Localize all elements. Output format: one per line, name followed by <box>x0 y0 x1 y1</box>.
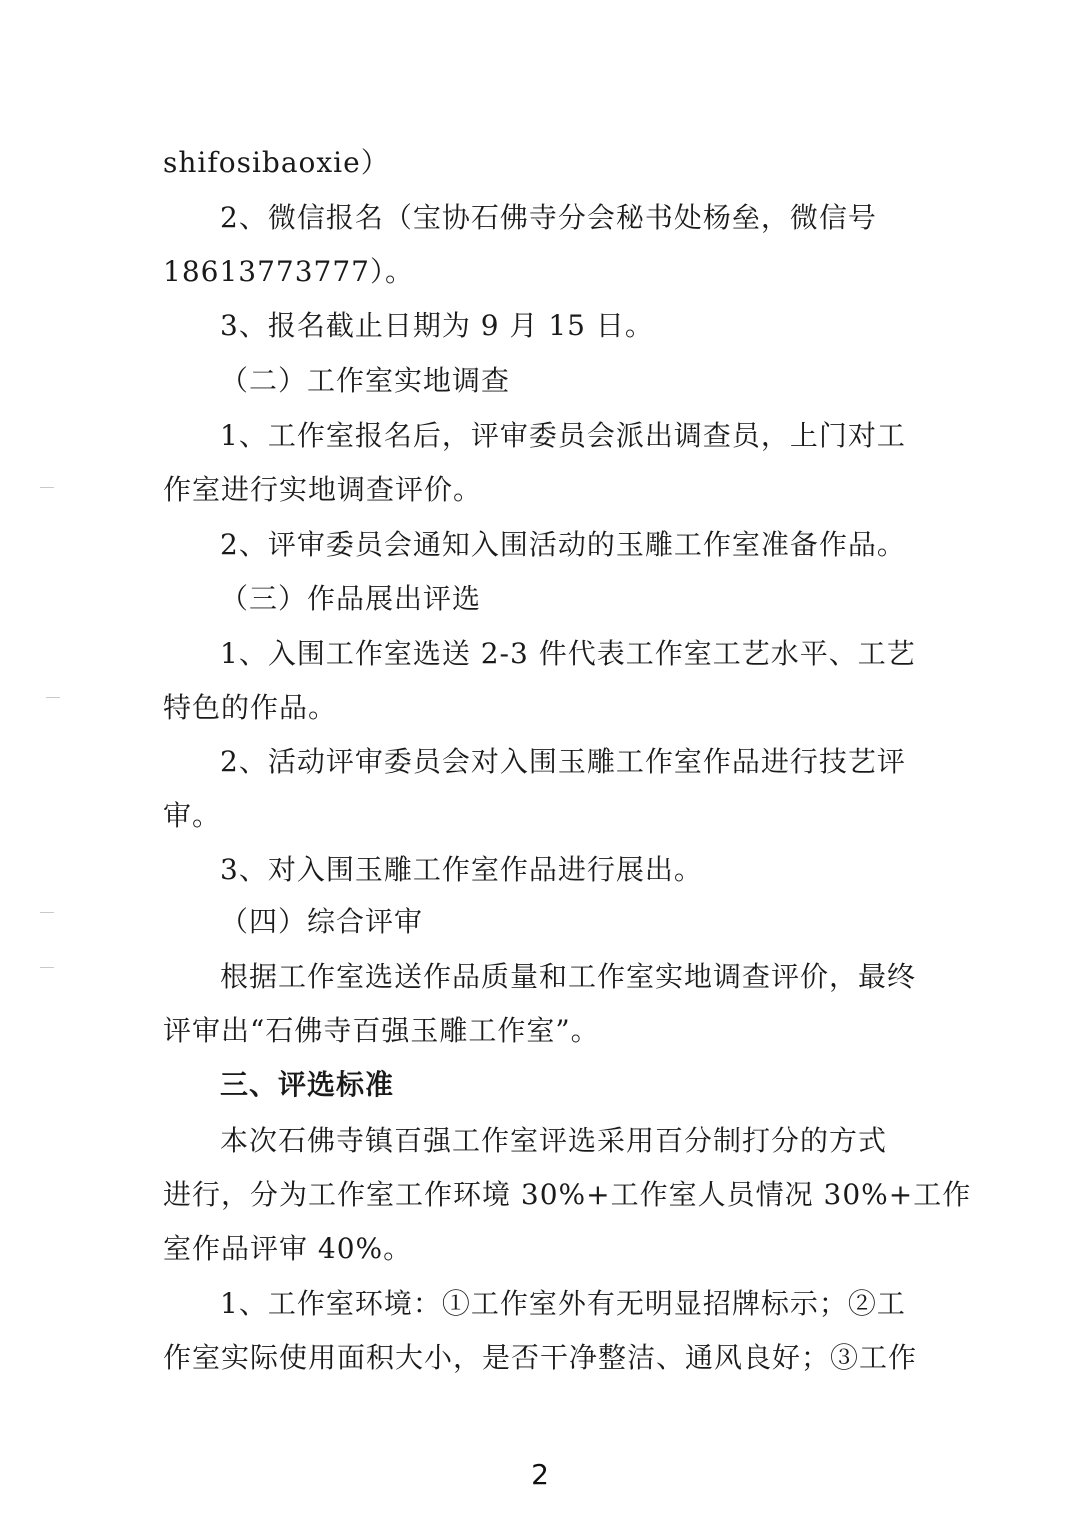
text-line: 进行，分为工作室工作环境 30%+工作室人员情况 30%+工作 <box>163 1178 972 1211</box>
text-line: 1、工作室报名后，评审委员会派出调查员，上门对工 <box>220 419 906 452</box>
text-line: shifosibaoxie） <box>163 146 390 179</box>
scan-speck <box>40 912 54 913</box>
text-line: 室作品评审 40%。 <box>163 1232 413 1265</box>
scan-speck <box>46 697 60 698</box>
text-line: 2、活动评审委员会对入围玉雕工作室作品进行技艺评 <box>220 745 906 778</box>
section-heading: （二）工作室实地调查 <box>220 364 511 397</box>
text-line: 根据工作室选送作品质量和工作室实地调查评价，最终 <box>220 960 917 993</box>
text-line: 特色的作品。 <box>163 691 338 724</box>
text-line: 作室实际使用面积大小，是否干净整洁、通风良好；③工作 <box>163 1341 918 1374</box>
text-line: 2、微信报名（宝协石佛寺分会秘书处杨垒，微信号 <box>220 201 877 234</box>
text-line: 1、工作室环境：①工作室外有无明显招牌标示；②工 <box>220 1287 906 1320</box>
text-line: 评审出“石佛寺百强玉雕工作室”。 <box>163 1014 600 1047</box>
text-line: 作室进行实地调查评价。 <box>163 473 483 506</box>
text-line: 本次石佛寺镇百强工作室评选采用百分制打分的方式 <box>220 1124 888 1157</box>
text-line: 3、对入围玉雕工作室作品进行展出。 <box>220 853 703 886</box>
section-heading: （三）作品展出评选 <box>220 582 482 615</box>
major-heading: 三、评选标准 <box>220 1068 395 1101</box>
text-line: 审。 <box>163 799 222 832</box>
text-line: 3、报名截止日期为 9 月 15 日。 <box>220 309 654 342</box>
scan-speck <box>40 487 54 488</box>
text-line: 1、入围工作室选送 2-3 件代表工作室工艺水平、工艺 <box>220 637 916 670</box>
page-number: 2 <box>531 1458 549 1491</box>
section-heading: （四）综合评审 <box>220 905 424 938</box>
scan-speck <box>40 967 54 968</box>
text-line: 2、评审委员会通知入围活动的玉雕工作室准备作品。 <box>220 528 906 561</box>
text-line: 18613773777）。 <box>163 255 414 288</box>
